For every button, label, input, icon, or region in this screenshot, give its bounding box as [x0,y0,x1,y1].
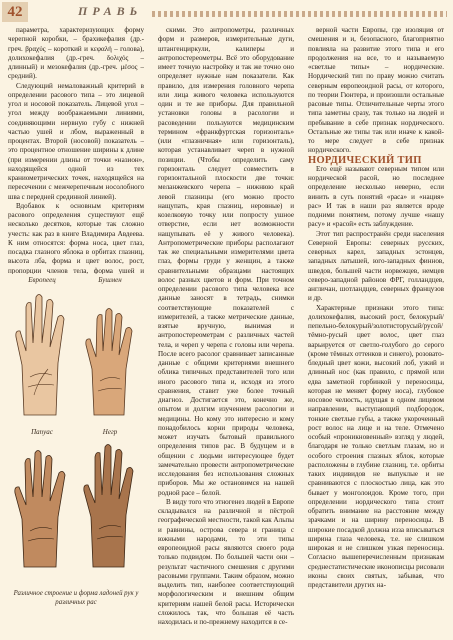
paragraph: Его ещё называют северным типом или нордической расой, но последнее определение несколько неверно, если винить в суть понятий «раса» и «нация» рас» И так в наши раз является вроде подними понятием, потому лучше «нашу расу» и «расой» есть заблуждение. [308,164,444,229]
paragraph: В виду того что этногенез людей в Европе складывался на различной и пёстрой географической местности, такой как Альпы и равнины, острова севера и граница с южными народами, то эти типы европеоидной расы являются своего рода только подвидом. По большей части они – результат частичного смешения с другими расовыми группами. Таким образом, можно выделить тип, наиболее соответствующий морфологическим и внешним общим критериям нашей белой расы. Исторически сложилось так, что большая её часть находилась и по-прежнему находится в се- [158,497,294,626]
header-rule [152,11,447,17]
column-1 [8,26,144,274]
paragraph: верной части Европы, где изоляция от смешения и и, безопасного, благоприятно повлияла на развитие этого типа и его продолжения на все, то и называемую «светлые типы» – нордические. Нордический тип по праву можно считать северным европеоидной расы, от которого, по теории Гюнтера, и произошли остальные расовые типы. Отличительные черты этого типа заметны сразу, так только на людей и пребывание в себе признак нордического. Остальные же типы так или иначе к какой-то мере следует в себе признак нордического. [308,26,444,155]
hand-papuan [10,428,74,582]
paragraph: скими. Это антропометры, различных форм и размеров, измерительные дуги, штангенциркули, калиперы и антропостереометры. Всё это оборудование имеет точную настройку и так же точно оно определяет нужные нам показатели. Как правило, для измерения головного черепа или лица живого человека используются один и те же приборы. Для правильной установки головы в расологии и расоведении пользуются медицинским термином «франкфуртская горизонталь» (или «глазничная» или горизонталь), которая устанавливает череп в нужной позиции. (Чтобы определить саму горизонталь следует совместить в горизонтальной плоскости две точки: меланжевского черепа – нижнюю край левой глазницы (его можно просто нащупать, края глазниц, неровные) и козелковую точку или попросту ушное отверстие, если нет возможности нащупывать её у живого человека). Антропометрические приборы располагают так же специальными измерителями цвета глаз, формы груди у женщин, а также сравнительными образцами настоящих волос разных цветов и форм. При точном определении расового типа человека все данные заносят в тетрадь, снимки соответствующие показателей с измерителей, а также метрические данные, взятые вручную, вынимая и антропостереометрам с различных частей тела, и череп у черепа с головы или черепа. После всего расолог сравнивает записанные данные с общими критериями внешнего облика типичных представителей того или иного расового типа и, исходя из этого сравнения, ставит уже более точный диагноз. Достигается это, конечно же, опытом и долгим изучением расологии и медицины. Но кому это интересно и кому понадобилось корни природы человека, может изучать бытовый правильного определения типов рас. В будущем и в общении с людьми интересующее будет замечательно провести антропометрические исследования без использования сложных приборов. Мы же остановимся на нашей родной расе – белой. [158,26,294,497]
paragraph: Вдобавок к основным критериям расового определения существуют ещё несколько десятков, которые так сложно учесть: как раз в книге Владимира Авдеева. К ним относятся: форма носа, цвет глаз, посадка глазного яблока в орбитах глазниц, высота лба, форма и цвет волос, рост, пропорции членов тела, форма ушей и [8,201,144,274]
hand-negro [78,428,142,582]
figure-caption: Различное строение и форма ладоней рук у различных рас [13,590,139,606]
paragraph: параметра, характеризующих форму черепной коробки, – брахикефалия (др.-греч. βραχύς – короткий и κεφαλή – голова), долихокефалия (др.-греч. δολιχός – длинный) и мезокефалия (др.-греч. μέσος – средний). [8,26,144,81]
hand-icon [10,285,74,425]
section-heading: НОРДИЧЕСКИЙ ТИП [308,154,422,166]
hands-figure [8,276,144,588]
hand-label: Бушмен [98,276,122,284]
hand-bushman [78,276,142,430]
hand-label: Папуас [31,428,53,436]
hand-label: Европеец [28,276,56,284]
page-number: 42 [2,2,28,22]
column-3 [308,26,444,632]
hand-icon [10,437,74,577]
page-header [0,0,453,24]
section-title: ПРАВЬ [78,4,143,18]
hand-icon [78,437,142,577]
hand-icon [78,285,142,425]
hand-label: Негр [102,428,118,436]
paragraph: Следующий немаловажный критерий в определении расового типа – это лицевой угол и носовой показатель. Лицевой угол – угол между воображаемыми линиями, соединяющими нервную губу с нижней частью ушей и лбом, выраженный в процентах. Второй (носовой) показатель – это процентное отношение ширины к длине (при измерении длины от точки «назион», находящейся одной из тех краниометрических точек, находящейся на пересечении с межчерепечным носолобного шва с передней срединной линией). [8,81,144,201]
paragraph: Характерные признаки этого типа: долихокефалия, высокий рост, белокурый/пепельно-белокурый/золотисторусый/русой/тёмно-русый цвет волос, цвет глаз варьируется от светло-голубого до серого (кроме тёмных оттенков и синего), розовато-бледный цвет кожи, высокий лоб, узкий и длинный нос (как правило, с прямой или едва заметной горбинкой у переносицы, которая не меняет форму носа), глубокое носовое челюсть, идущая в одном лицевом направлении, выступающий подбородок, тонкие светлые губы, а также укороченный рост волос на лице и на теле. Отмечено особый «проникновенный» взгляд у людей, благодаря не только светлым глазам, но и особого строения глазных яблок, которые расположены в глубине глазниц, т.е. орбиты таких индивидов не выпуклые и не сравниваются с плоскостью лица, как это бывает у монголоидов. Кроме того, при определении нордического типа стоит обратить внимание на расстояние между зрачками и на ширину переносицы. В широкие посадкой должна изза вписываться ширина глаза человека, т.е. не слишком широкая и не слишком узкая переносица. Согласно вышеперечисленным признакам среднестатистические иконописцы рисовали иконы своих святых, забывая, что представители других на- [308,303,444,589]
column-2 [158,26,294,632]
paragraph: Этот тип распространён среди населения Северной Европы: северных русских, северных карел, западных эстонцев, западных латышей, юго-западных финнов, шведов, большей части норвежцев, немцев северо-западной районов ФРГ, голландцев, англичан, шотландцев, северных французов и др. [308,229,444,303]
hand-european [10,276,74,430]
